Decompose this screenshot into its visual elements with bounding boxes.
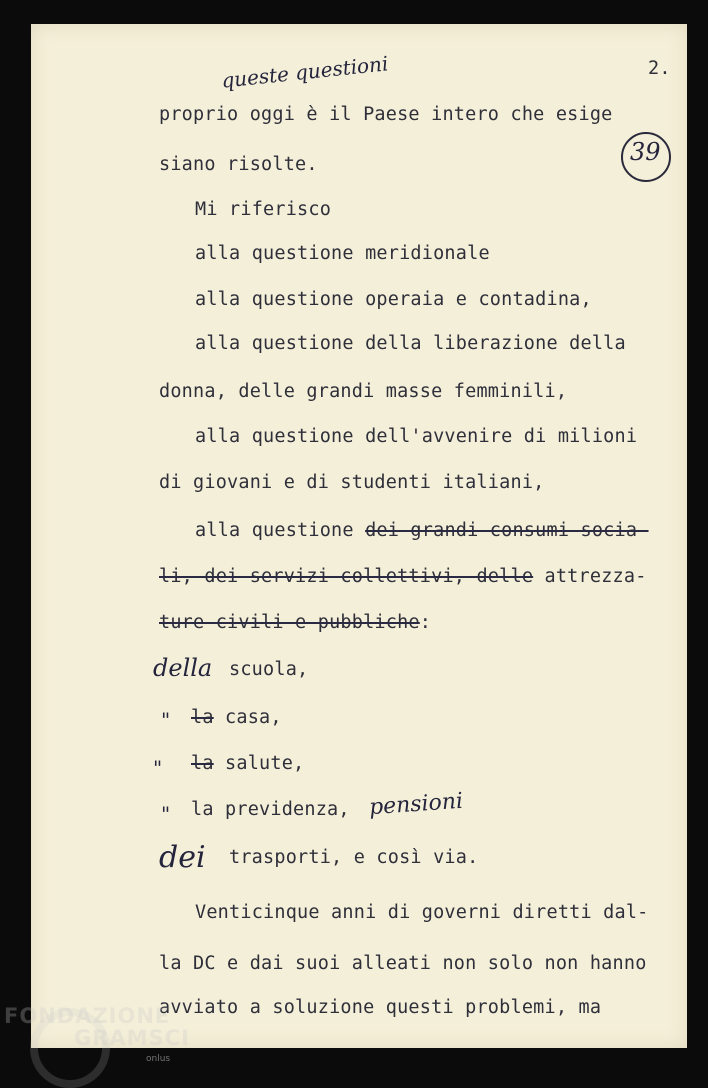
text-line-20: avviato a soluzione questi problemi, ma xyxy=(159,997,602,1018)
text-line-18: Venticinque anni di governi diretti dal- xyxy=(195,902,649,923)
document-page xyxy=(31,24,687,1048)
text-line-15-struck: la xyxy=(191,753,214,774)
text-line-15 xyxy=(191,753,304,774)
text-line-8: alla questione dell'avvenire di milioni xyxy=(195,426,638,447)
handwritten-prefix-17: dei xyxy=(159,840,206,875)
text-line-10-kept: alla questione xyxy=(195,520,354,541)
circled-number: 39 xyxy=(630,138,661,166)
text-line-12-kept: : xyxy=(419,612,432,633)
text-line-2: siano risolte. xyxy=(159,154,318,175)
text-line-16: la previdenza, xyxy=(191,799,350,820)
text-line-11-struck: li, dei servizi collettivi, delle xyxy=(159,566,534,587)
text-line-4: alla questione meridionale xyxy=(195,243,490,264)
text-line-15-kept: salute, xyxy=(225,753,305,774)
handwritten-prefix-14: " xyxy=(161,708,171,732)
text-line-19: la DC e dai suoi alleati non solo non hanno xyxy=(159,953,647,974)
handwritten-prefix-13: della xyxy=(153,654,213,682)
text-line-10 xyxy=(195,520,649,541)
text-line-7: donna, delle grandi masse femminili, xyxy=(159,381,568,402)
text-line-9: di giovani e di studenti italiani, xyxy=(159,472,545,493)
watermark-sub: onlus xyxy=(146,1054,171,1064)
text-line-17: trasporti, e così via. xyxy=(229,847,479,868)
text-line-13: scuola, xyxy=(229,659,309,680)
watermark-logo xyxy=(0,1000,200,1080)
text-line-11 xyxy=(159,566,647,587)
text-line-14 xyxy=(191,707,282,728)
page-number: 2. xyxy=(648,58,671,79)
handwritten-note-top: queste questioni xyxy=(220,51,390,93)
text-line-11-kept: attrezza- xyxy=(544,566,647,587)
text-line-12 xyxy=(159,612,431,633)
watermark-line-2: GRAMSCI xyxy=(74,1026,190,1050)
watermark-line-1: FONDAZIONE xyxy=(4,1004,171,1028)
text-line-14-kept: casa, xyxy=(225,707,282,728)
handwritten-suffix-16: pensioni xyxy=(368,788,464,821)
text-line-5: alla questione operaia e contadina, xyxy=(195,289,592,310)
text-line-10-struck: dei grandi consumi socia- xyxy=(365,520,649,541)
handwritten-prefix-16: " xyxy=(161,802,171,826)
text-line-6: alla questione della liberazione della xyxy=(195,333,626,354)
text-line-14-struck: la xyxy=(191,707,214,728)
text-line-12-struck: ture civili e pubbliche xyxy=(159,612,420,633)
text-line-1: proprio oggi è il Paese intero che esige xyxy=(159,104,613,125)
text-line-3: Mi riferisco xyxy=(195,199,332,220)
handwritten-prefix-15: " xyxy=(153,756,163,780)
